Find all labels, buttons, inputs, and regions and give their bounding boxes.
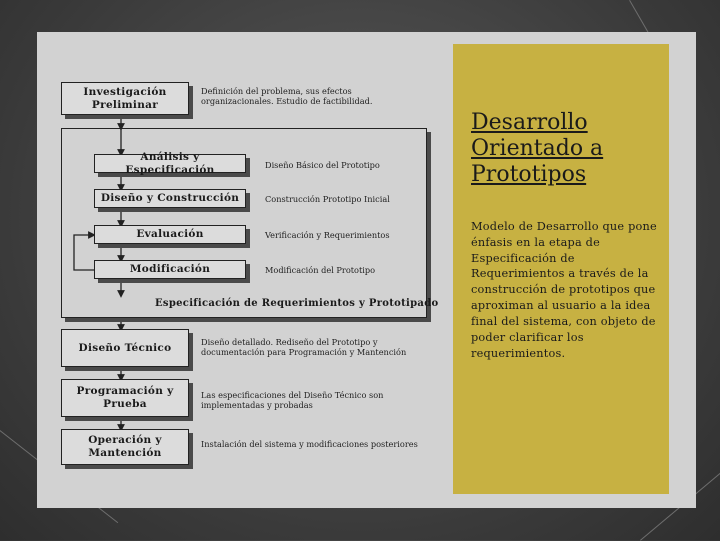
step-analisis-especificacion: Análisis y Especificación [94,154,246,173]
step-diseno-tecnico: Diseño Técnico [61,329,189,367]
step-desc: Construcción Prototipo Inicial [265,194,390,204]
step-diseno-construccion: Diseño y Construcción [94,189,246,208]
step-desc: Definición del problema, sus efectos organizacionales. Estudio de factibilidad. [201,86,373,107]
panel-title: Desarrollo Orientado a Prototipos [471,110,604,187]
step-desc: Modificación del Prototipo [265,265,376,275]
step-investigacion-preliminar: Investigación Preliminar [61,82,189,115]
description-panel [453,44,669,494]
step-desc: Diseño Básico del Prototipo [265,160,380,170]
step-desc: Diseño detallado. Rediseño del Prototipo y documentación para Programación y Mantención [201,337,407,358]
slide [37,32,696,508]
step-desc: Verificación y Requerimientos [265,230,390,240]
step-modificacion: Modificación [94,260,246,279]
container-label: Especificación de Requerimientos y Prototipado [155,298,439,309]
step-desc: Las especificaciones del Diseño Técnico son implementadas y probadas [201,390,384,411]
step-programacion-prueba: Programación y Prueba [61,379,189,417]
step-desc: Instalación del sistema y modificaciones posteriores [201,439,418,449]
step-evaluacion: Evaluación [94,225,246,244]
step-operacion-mantencion: Operación y Mantención [61,429,189,465]
panel-text: Modelo de Desarrollo que pone énfasis en la etapa de Especificación de Requerimientos a través de la construcción de prototipos que aproximan al usuario a la idea final del sistema, con objeto de poder clarificar los requerimientos. [471,220,657,360]
